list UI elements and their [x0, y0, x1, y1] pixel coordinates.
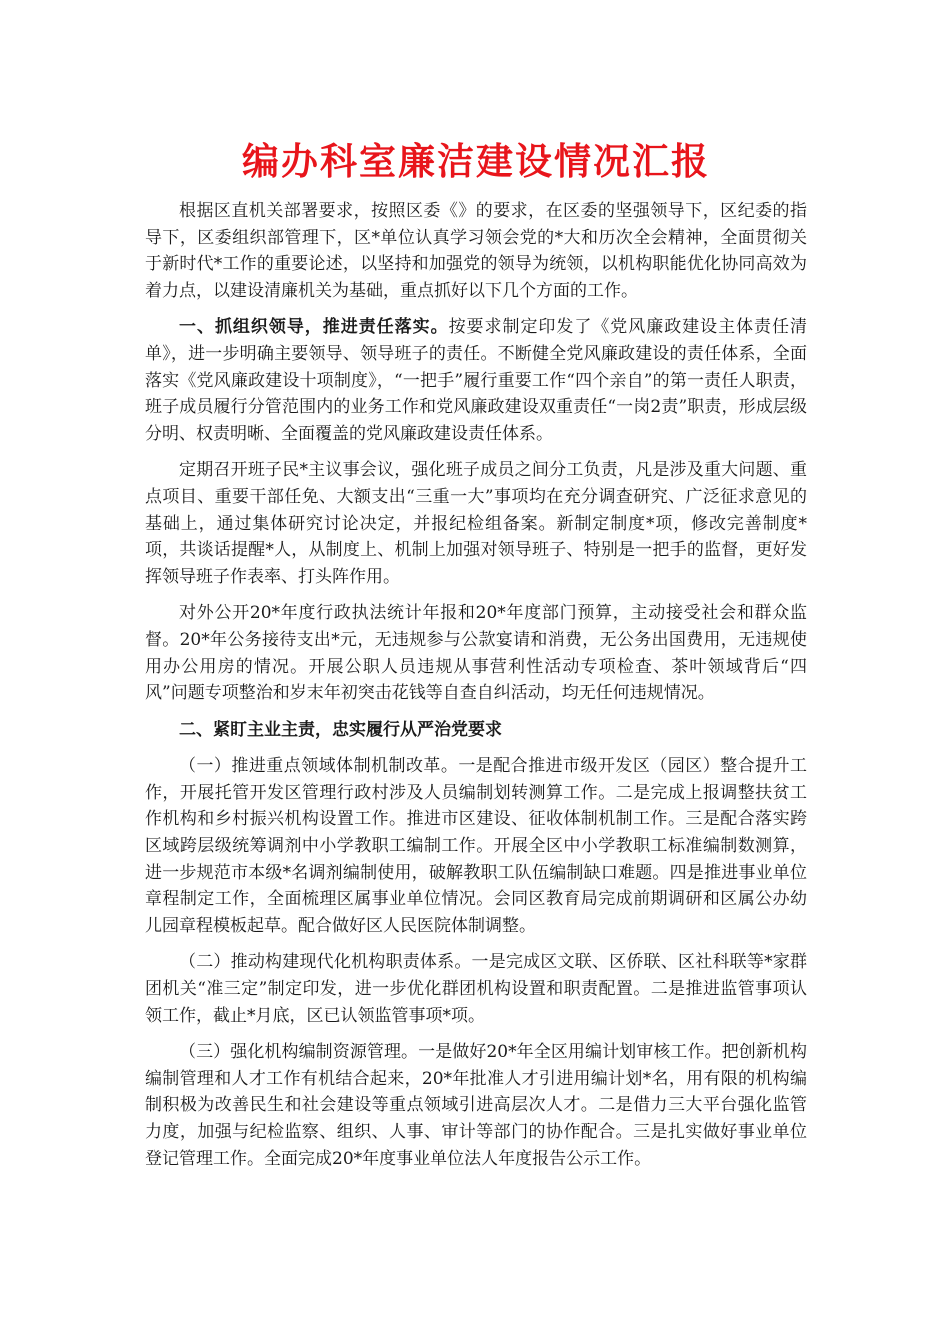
section2-item-1: （一）推进重点领域体制机制改革。一是配合推进市级开发区（园区）整合提升工作，开展托管开发区管理行政村涉及人员编制划转测算工作。二是完成上报调整扶贫工作机构和乡村振兴机构设置工作。推进市区建设、征收体制机制工作。三是配合落实跨区域跨层级统筹调剂中小学教职工编制工作。开展全区中小学教职工标准编制数测算，进一步规范市本级*名调剂编制使用，破解教职工队伍编制缺口难题。四是推进事业单位章程制定工作，全面梳理区属事业单位情况。会同区教育局完成前期调研和区属公办幼儿园章程模板起草。配合做好区人民医院体制调整。 [145, 756, 807, 936]
section2-item-2: （二）推动构建现代化机构职责体系。一是完成区文联、区侨联、区社科联等*家群团机关“准三定”制定印发，进一步优化群团机构设置和职责配置。二是推进监管事项认领工作，截止*月底，区已认领监管事项*项。 [145, 952, 807, 1026]
section1-paragraph [145, 314, 807, 447]
section1-lead: 一、抓组织领导，推进责任落实。 [179, 317, 449, 338]
intro-paragraph: 根据区直机关部署要求，按照区委《》的要求，在区委的坚强领导下，区纪委的指导下，区委组织部管理下，区*单位认真学习领会党的*大和历次全会精神，全面贯彻关于新时代*工作的重要论述，以坚持和加强党的领导为统领，以机构职能优化协同高效为着力点，以建设清廉机关为基础，重点抓好以下几个方面的工作。 [145, 201, 807, 301]
section2-heading: 二、紧盯主业主责，忠实履行从严治党要求 [179, 719, 502, 740]
section1-paragraph-2: 定期召开班子民*主议事会议，强化班子成员之间分工负责，凡是涉及重大问题、重点项目、重要干部任免、大额支出“三重一大”事项均在充分调查研究、广泛征求意见的基础上，通过集体研究讨论决定，并报纪检组备案。新制定制度*项，修改完善制度*项，共谈话提醒*人，从制度上、机制上加强对领导班子、特别是一把手的监督，更好发挥领导班子作表率、打头阵作用。 [145, 460, 807, 587]
section1-text: 按要求制定印发了《党风廉政建设主体责任清单》，进一步明确主要领导、领导班子的责任。不断健全党风廉政建设的责任体系，全面落实《党风廉政建设十项制度》，“一把手”履行重要工作“四个亲自”的第一责任人职责，班子成员履行分管范围内的业务工作和党风廉政建设双重责任“一岗2责”职责，形成层级分明、权责明晰、全面覆盖的党风廉政建设责任体系。 [145, 317, 808, 444]
section1-paragraph-3: 对外公开20*年度行政执法统计年报和20*年度部门预算，主动接受社会和群众监督。20*年公务接待支出*元，无违规参与公款宴请和消费，无公务出国费用，无违规使用办公用房的情况。开展公职人员违规从事营利性活动专项检查、茶叶领域背后“四风”问题专项整治和岁末年初突击花钱等自查自纠活动，均无任何违规情况。 [145, 603, 807, 704]
section2-item-3: （三）强化机构编制资源管理。一是做好20*年全区用编计划审核工作。把创新机构编制管理和人才工作有机结合起来，20*年批准人才引进用编计划*名，用有限的机构编制积极为改善民生和社会建设等重点领域引进高层次人才。二是借力三大平台强化监管力度，加强与纪检监察、组织、人事、审计等部门的协作配合。三是扎实做好事业单位登记管理工作。全面完成20*年度事业单位法人年度报告公示工作。 [145, 1042, 807, 1169]
document-title: 编办科室廉洁建设情况汇报 [242, 139, 710, 183]
document-page [145, 138, 807, 1182]
